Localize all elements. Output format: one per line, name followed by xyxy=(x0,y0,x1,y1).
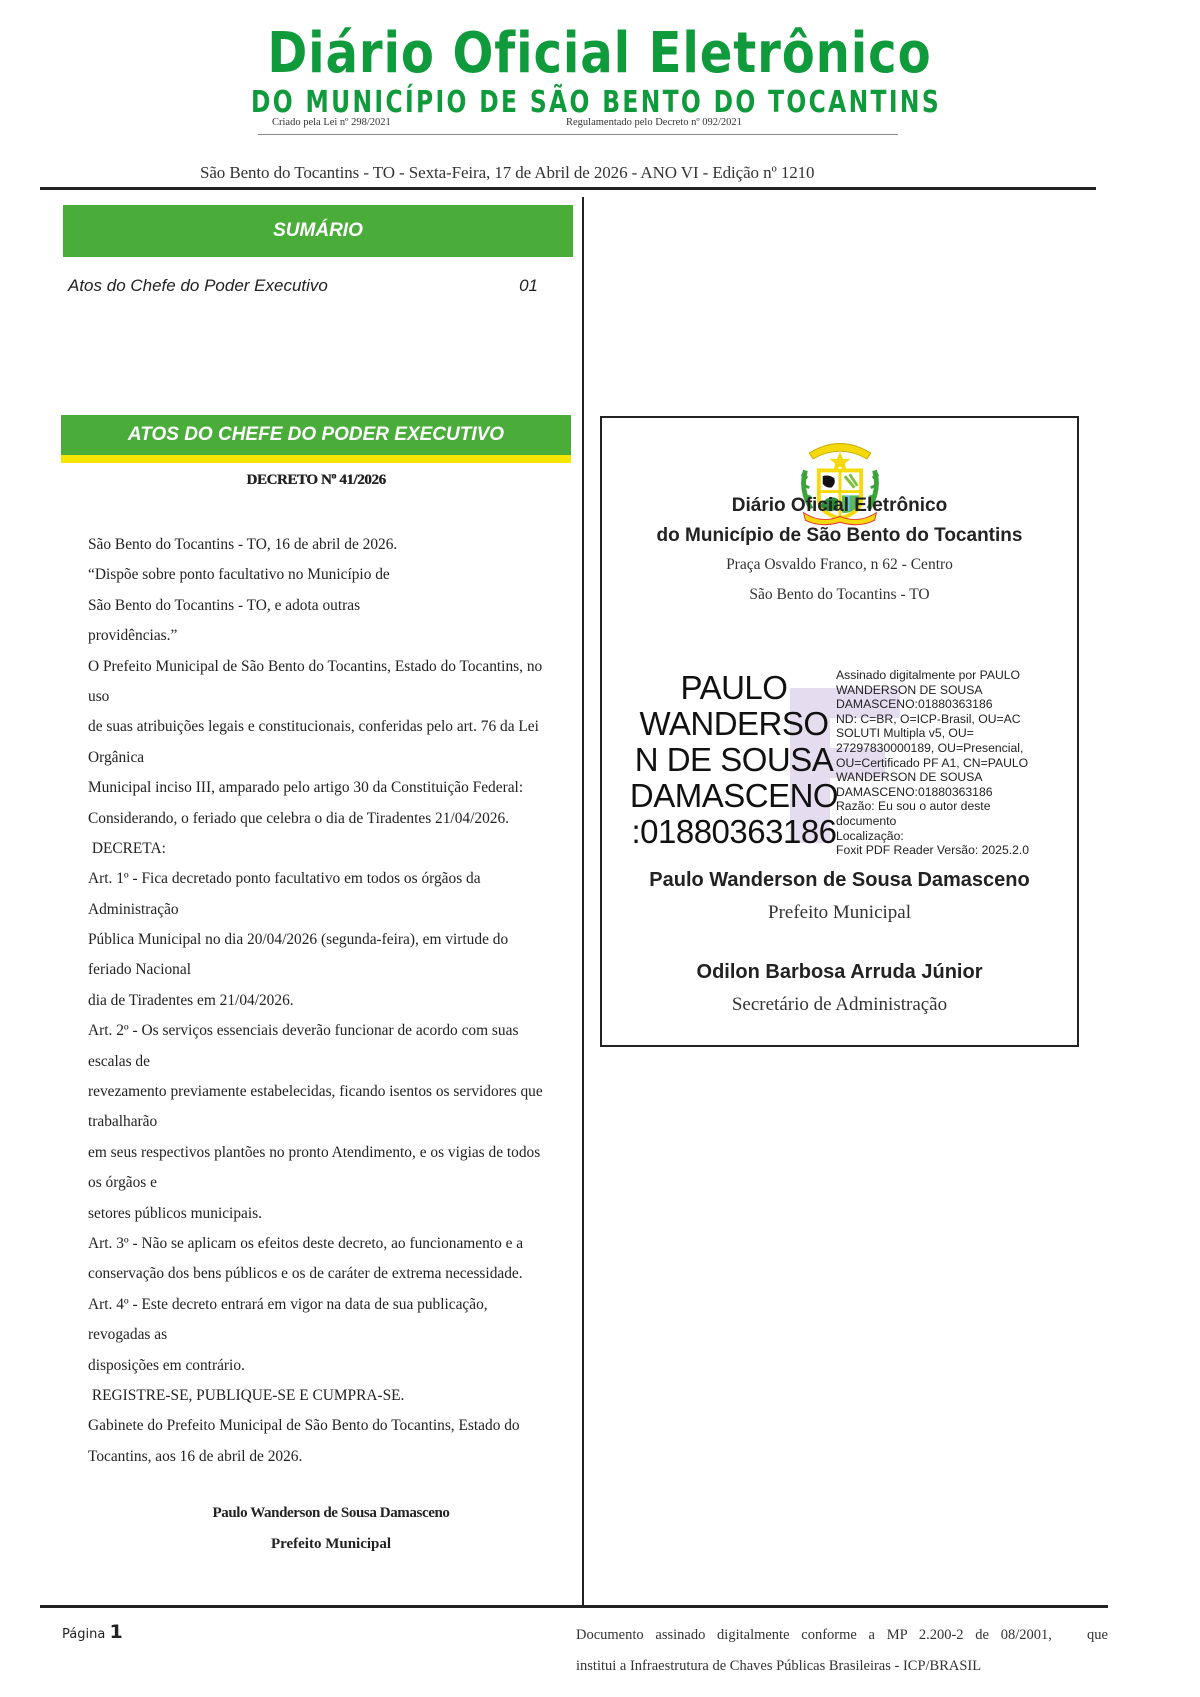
body-line: trabalharão xyxy=(88,1113,158,1131)
body-line: Orgânica xyxy=(88,748,145,766)
body-line: Art. 4º - Este decreto entrará em vigor na data de sua publicação, xyxy=(88,1295,488,1313)
box-title-line2: do Município de São Bento do Tocantins xyxy=(656,525,1023,546)
box-signatory-role: Prefeito Municipal xyxy=(768,902,911,923)
decree-signer-role: Prefeito Municipal xyxy=(270,1536,392,1552)
page-label: Página xyxy=(62,1627,106,1642)
box-city: São Bento do Tocantins - TO xyxy=(749,586,930,603)
decree-title: DECRETO Nº 41/2026 xyxy=(246,472,386,488)
body-line: REGISTRE-SE, PUBLIQUE-SE E CUMPRA-SE. xyxy=(88,1386,405,1404)
body-line: Municipal inciso III, amparado pelo artigo 30 da Constituição Federal: xyxy=(88,779,524,797)
edition-line: São Bento do Tocantins - TO - Sexta-Feira, 17 de Abril de 2026 - ANO VI - Edição nº 1210 xyxy=(200,163,815,182)
page-number: 1 xyxy=(109,1621,123,1643)
body-line: de suas atribuições legais e constitucionais, conferidas pelo art. 76 da Lei xyxy=(88,718,539,736)
body-line: Art. 2º - Os serviços essenciais deverão funcionar de acordo com suas xyxy=(88,1022,519,1040)
body-line: setores públicos municipais. xyxy=(88,1204,262,1222)
decree-signer-name: Paulo Wanderson de Sousa Damasceno xyxy=(212,1505,450,1521)
body-line: uso xyxy=(88,687,110,705)
body-line: em seus respectivos plantões no pronto Atendimento, e os vigias de todos xyxy=(88,1143,541,1161)
body-line: Gabinete do Prefeito Municipal de São Bento do Tocantins, Estado do xyxy=(88,1417,520,1435)
body-line: providências.” xyxy=(88,627,178,645)
body-line: Pública Municipal no dia 20/04/2026 (segunda-feira), em virtude do xyxy=(88,931,509,949)
body-line: O Prefeito Municipal de São Bento do Tocantins, Estado do Tocantins, no xyxy=(88,657,543,675)
body-line: os órgãos e xyxy=(88,1174,157,1192)
masthead-rule xyxy=(258,134,898,135)
body-line: conservação dos bens públicos e os de caráter de extrema necessidade. xyxy=(88,1265,523,1283)
box-signatory-name: Odilon Barbosa Arruda Júnior xyxy=(696,961,983,983)
summary-item-page: 01 xyxy=(519,276,538,295)
decree-body xyxy=(88,530,588,1472)
footer-divider xyxy=(40,1605,1108,1608)
body-line: DECRETA: xyxy=(88,839,166,857)
summary-item-label: Atos do Chefe do Poder Executivo xyxy=(68,276,328,295)
body-line: “Dispõe sobre ponto facultativo no Município de xyxy=(88,566,390,584)
box-signatory-name: Paulo Wanderson de Sousa Damasceno xyxy=(649,869,1030,891)
summary-heading: SUMÁRIO xyxy=(63,205,573,257)
body-line: dia de Tiradentes em 21/04/2026. xyxy=(88,991,294,1009)
body-line: revezamento previamente estabelecidas, ficando isentos os servidores que xyxy=(88,1083,543,1101)
footer-legal-note: Documento assinado digitalmente conforme a MP 2.200-2 de 08/2001, que institui a Infraestrutura de Chaves Públicas Brasileiras - ICP/BRASIL xyxy=(576,1627,1108,1674)
masthead-subtitle: DO MUNICÍPIO DE SÃO BENTO DO TOCANTINS xyxy=(251,85,942,120)
masthead-title: Diário Oficial Eletrônico xyxy=(267,21,932,86)
section-heading-stripe xyxy=(61,455,571,463)
body-line: feriado Nacional xyxy=(88,961,191,979)
body-line: escalas de xyxy=(88,1052,150,1070)
header-divider xyxy=(40,187,1096,190)
summary-item[interactable] xyxy=(68,276,538,296)
body-line: Art. 3º - Não se aplicam os efeitos deste decreto, ao funcionamento e a xyxy=(88,1234,524,1252)
digital-signature-name: PAULO WANDERSO N DE SOUSA DAMASCENO :01880363186 xyxy=(629,669,839,850)
box-signatory-role: Secretário de Administração xyxy=(731,994,948,1015)
digital-signature-details[interactable]: Assinado digitalmente por PAULO WANDERSON DE SOUSA DAMASCENO:01880363186 ND: C=BR, O=ICP-Brasil, OU=AC SOLUTI Multipla v5, OU= 27297830000189, OU=Presencial, OU=Certificado PF A1, CN=PAULO WANDERSON DE SOUSA DAMASCENO:01880363186 Razão: Eu sou o autor deste documento Localização: Foxit PDF Reader Versão: 2025.2.0 xyxy=(836,668,1030,858)
body-line: Art. 1º - Fica decretado ponto facultativo em todos os órgãos da xyxy=(88,870,481,888)
body-line: Considerando, o feriado que celebra o dia de Tiradentes 21/04/2026. xyxy=(88,809,510,827)
body-line: São Bento do Tocantins - TO, 16 de abril de 2026. xyxy=(88,536,398,553)
body-line: São Bento do Tocantins - TO, e adota outras xyxy=(88,596,361,614)
section-heading: ATOS DO CHEFE DO PODER EXECUTIVO xyxy=(61,415,571,455)
regulation-decree-note: Regulamentado pelo Decreto nº 092/2021 xyxy=(566,117,742,128)
box-address: Praça Osvaldo Franco, n 62 - Centro xyxy=(726,556,953,573)
body-line: revogadas as xyxy=(88,1326,168,1344)
body-line: Administração xyxy=(88,900,179,918)
page-indicator xyxy=(62,1621,123,1643)
box-title-line1: Diário Oficial Eletrônico xyxy=(731,495,948,516)
body-line: disposições em contrário. xyxy=(88,1356,245,1374)
creation-law-note: Criado pela Lei nº 298/2021 xyxy=(272,117,391,128)
body-line: Tocantins, aos 16 de abril de 2026. xyxy=(88,1447,303,1465)
